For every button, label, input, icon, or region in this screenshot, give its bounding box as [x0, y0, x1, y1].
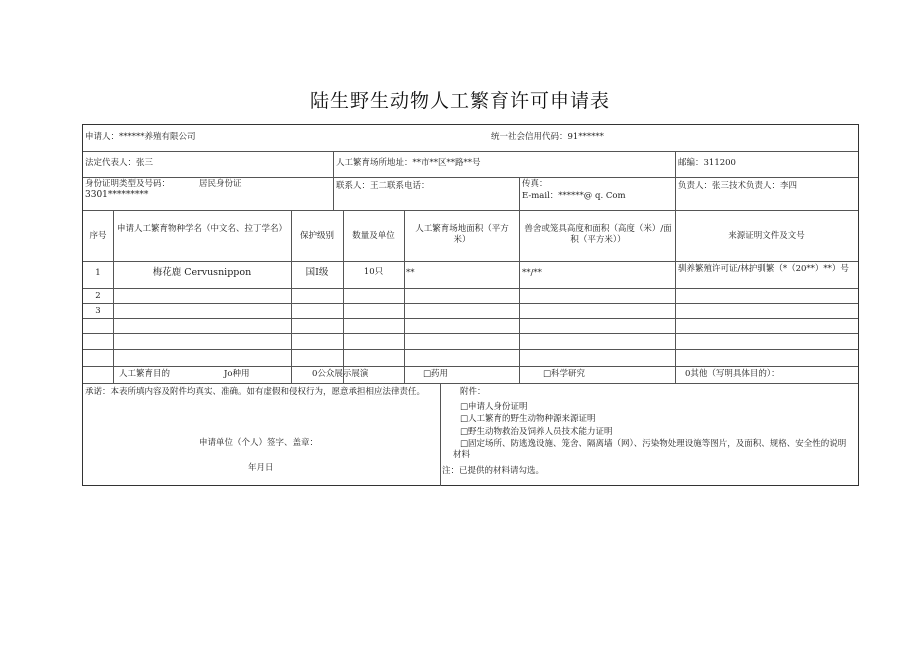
attachment-item-facilities: □固定场所、防逃逸设施、笼舍、隔离墙（网）、污染物处理设施等图片，及面积、规格、安全性的说明材料: [453, 439, 847, 460]
row1-level: 国I级: [305, 267, 329, 278]
applicant-field: 申请人：******养殖有限公司: [85, 132, 196, 142]
id-type-label: 身份证明类型及号码：: [85, 179, 171, 189]
row1-source: 驯养繁殖许可证/林护驯繁（*（20**）**）号: [678, 264, 849, 274]
attachments-note: 注：已提供的材料请勾选。: [442, 466, 545, 476]
id-number: 3301*********: [85, 190, 149, 200]
row1-area: **: [406, 268, 415, 278]
col-header-quantity: 数量及单位: [352, 231, 395, 241]
row1-no: 1: [95, 268, 101, 278]
col-header-area: 人工繁育场地面积（平方米）: [415, 224, 509, 245]
col-header-species: 申请人工繁育物种学名（中文名、拉丁学名）: [116, 224, 287, 234]
legal-representative-field: 法定代表人：张三: [85, 158, 154, 168]
email-field: E-mail：******@ q. Com: [522, 191, 626, 201]
purpose-option-exhibition: 0公众展示展演: [312, 369, 369, 379]
responsible-person-field: 负责人：张三技术负责人：李四: [678, 181, 798, 191]
purpose-option-breeding: Jo种用: [224, 369, 250, 379]
row3-no: 3: [95, 306, 101, 316]
date-label: 年月日: [248, 463, 274, 473]
attachments-heading: 附件：: [460, 387, 486, 397]
purpose-option-medicinal: □药用: [423, 369, 449, 379]
row1-cage: **/**: [522, 268, 542, 278]
contact-field: 联系人：王二联系电话：: [336, 181, 430, 191]
commitment-text: 承诺：本表所填内容及附件均真实、准确。如有虚假和侵权行为，愿意承担相应法律责任。: [85, 387, 426, 397]
application-form-table: [82, 124, 859, 486]
col-header-cage: 兽舍或笼具高度和面积（高度（米）/面积（平方米））: [524, 224, 672, 245]
row1-species: 梅花鹿 Cervusnippon: [152, 267, 252, 278]
purpose-option-other: 0其他（写明具体目的）：: [685, 369, 780, 379]
col-header-no: 序号: [89, 231, 107, 241]
row2-no: 2: [95, 291, 101, 301]
purpose-option-research: □科学研究: [543, 369, 586, 379]
col-header-source: 来源证明文件及文号: [728, 231, 805, 241]
row1-quantity: 10只: [363, 267, 384, 277]
attachment-item-id: □申请人身份证明: [460, 402, 528, 412]
purpose-label: 人工繁育目的: [119, 369, 171, 379]
site-address-field: 人工繁育场所地址：**市**区**路**号: [336, 158, 481, 168]
id-type-value: 居民身份证: [199, 179, 242, 189]
fax-field: 传真：: [522, 179, 548, 189]
attachment-item-source: □人工繁育的野生动物种源来源证明: [460, 414, 596, 424]
form-title: 陆生野生动物人工繁育许可申请表: [309, 90, 610, 112]
credit-code-field: 统一社会信用代码：91******: [491, 132, 604, 142]
attachment-item-staff: □野生动物救治及饲养人员技术能力证明: [460, 427, 613, 437]
postcode-field: 邮编：311200: [678, 158, 736, 168]
signature-label: 申请单位（个人）签字、盖章：: [199, 438, 319, 448]
col-header-level: 保护级别: [299, 231, 334, 241]
